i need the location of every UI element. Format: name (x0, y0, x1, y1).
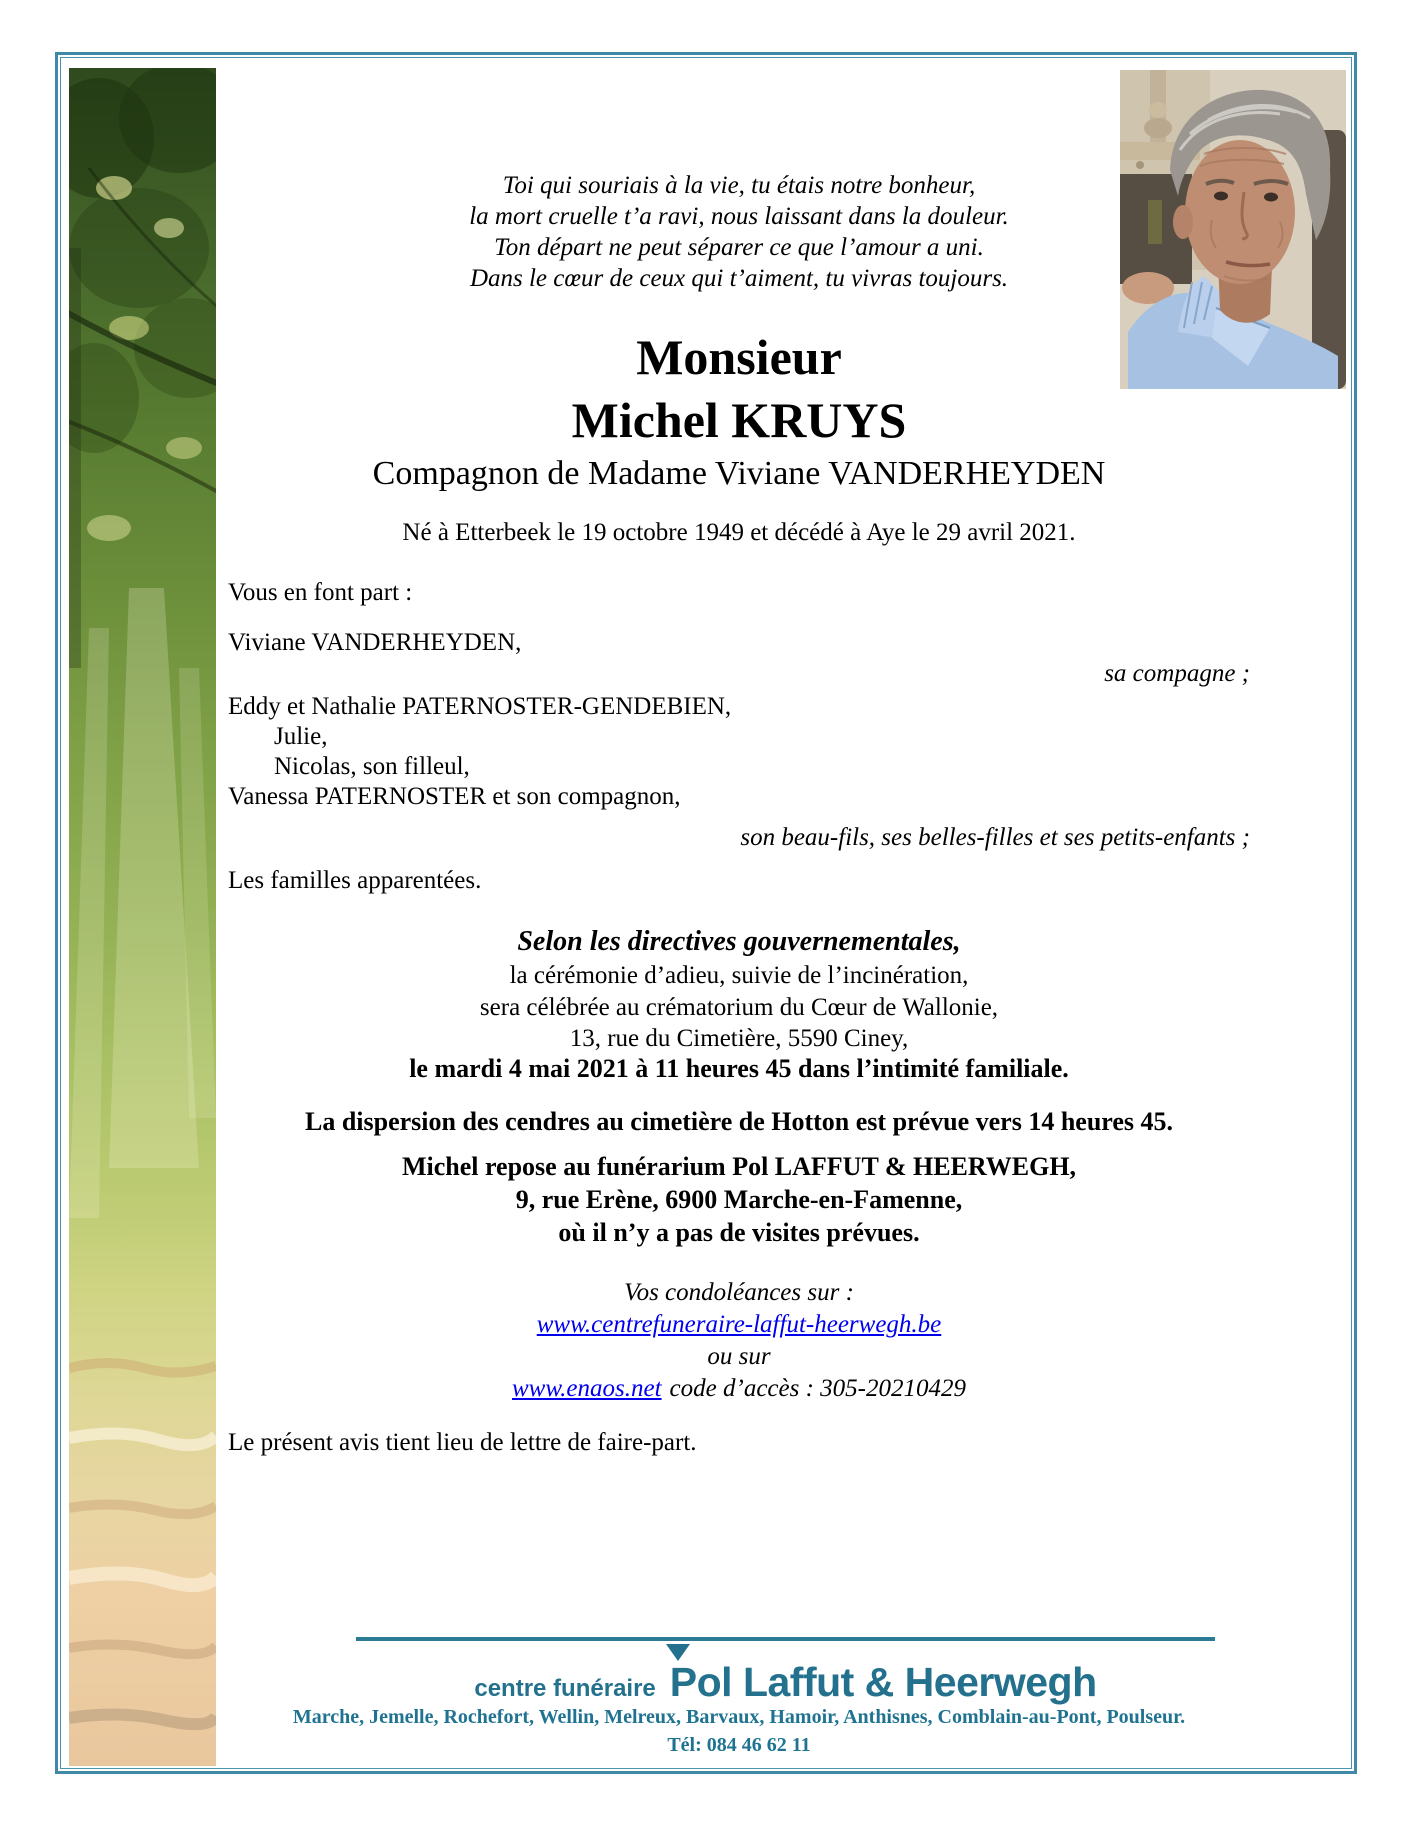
deceased-name: Michel KRUYS (571, 392, 907, 448)
ceremony-line: la cérémonie d’adieu, suivie de l’incinération, (509, 962, 969, 989)
ceremony-datetime: le mardi 4 mai 2021 à 11 heures 45 dans l’intimité familiale. (409, 1054, 1069, 1083)
enaos-line (228, 1373, 1250, 1405)
deceased-title-block (228, 326, 1250, 452)
poem-line: Dans le cœur de ceux qui t’aiment, tu vivras toujours. (469, 265, 1009, 292)
enaos-website-link[interactable]: www.enaos.net (512, 1375, 662, 1402)
faire-part-notice: Le présent avis tient lieu de lettre de faire-part. (228, 1429, 697, 1456)
ashes-dispersion-notice: La dispersion des cendres au cimetière de Hotton est prévue vers 14 heures 45. (304, 1107, 1174, 1136)
family-member-line: Julie, (274, 723, 328, 750)
repose-line: 9, rue Erène, 6900 Marche-en-Famenne, (515, 1185, 963, 1214)
ceremony-line: sera célébrée au crématorium du Cœur de Wallonie, (479, 993, 999, 1021)
family-member-line: Nicolas, son filleul, (274, 753, 470, 780)
forest-path-image (69, 68, 216, 1766)
ceremony-directive: Selon les directives gouvernementales, (517, 926, 961, 957)
condolences-block (228, 1277, 1250, 1405)
family-member-line: Eddy et Nathalie PATERNOSTER-GENDEBIEN, (228, 693, 732, 720)
poem-line: la mort cruelle t’a ravi, nous laissant dans la douleur. (469, 203, 1009, 230)
family-role: son beau-fils, ses belles-filles et ses petits-enfants ; (740, 824, 1250, 851)
logo-triangle-icon (666, 1644, 690, 1661)
repose-line: Michel repose au funérarium Pol LAFFUT & HEERWEGH, (401, 1152, 1077, 1181)
poem-line: Ton départ ne peut séparer ce que l’amour a uni. (494, 234, 984, 261)
access-code: code d’accès : 305-20210429 (669, 1375, 966, 1402)
family-member-line: Vanessa PATERNOSTER et son compagnon, (228, 783, 681, 810)
relationship-line: Compagnon de Madame Viviane VANDERHEYDEN (372, 455, 1106, 492)
ceremony-details (228, 960, 1250, 1055)
nature-photo-strip (69, 68, 216, 1766)
deceased-salutation: Monsieur (636, 329, 842, 385)
related-families: Les familles apparentées. (228, 867, 482, 894)
companion-name: Viviane VANDERHEYDEN, (228, 629, 522, 656)
or-label: ou sur (707, 1343, 771, 1370)
ceremony-line: 13, rue du Cimetière, 5590 Ciney, (569, 1025, 909, 1052)
condolences-link-line (228, 1309, 1250, 1341)
locations-line: Marche, Jemelle, Rochefort, Wellin, Melreux, Barvaux, Hamoir, Anthisnes, Comblain-au-Pont, Poulseur. (292, 1706, 1186, 1728)
brand-name-text: Pol Laffut & Heerwegh (669, 1659, 1097, 1705)
repose-line: où il n’y a pas de visites prévues. (558, 1218, 920, 1247)
family-list (228, 692, 1250, 812)
footer-divider (356, 1637, 1215, 1641)
brand-prefix: centre funéraire (474, 1675, 656, 1702)
condolences-intro: Vos condoléances sur : (624, 1279, 854, 1306)
funeral-home-website-link[interactable]: www.centrefuneraire-laffut-heerwegh.be (536, 1311, 942, 1338)
life-dates: Né à Etterbeek le 19 octobre 1949 et décédé à Aye le 29 avril 2021. (402, 519, 1076, 546)
announcement-intro: Vous en font part : (228, 579, 413, 606)
poem-line: Toi qui souriais à la vie, tu étais notre bonheur, (502, 172, 976, 199)
memorial-poem (228, 170, 1250, 294)
repose-block (228, 1150, 1250, 1249)
phone-line: Tél: 084 46 62 11 (667, 1734, 811, 1756)
funeral-home-logo (356, 1658, 1215, 1706)
brand-name (670, 1658, 1097, 1706)
companion-role: sa compagne ; (1104, 660, 1250, 687)
